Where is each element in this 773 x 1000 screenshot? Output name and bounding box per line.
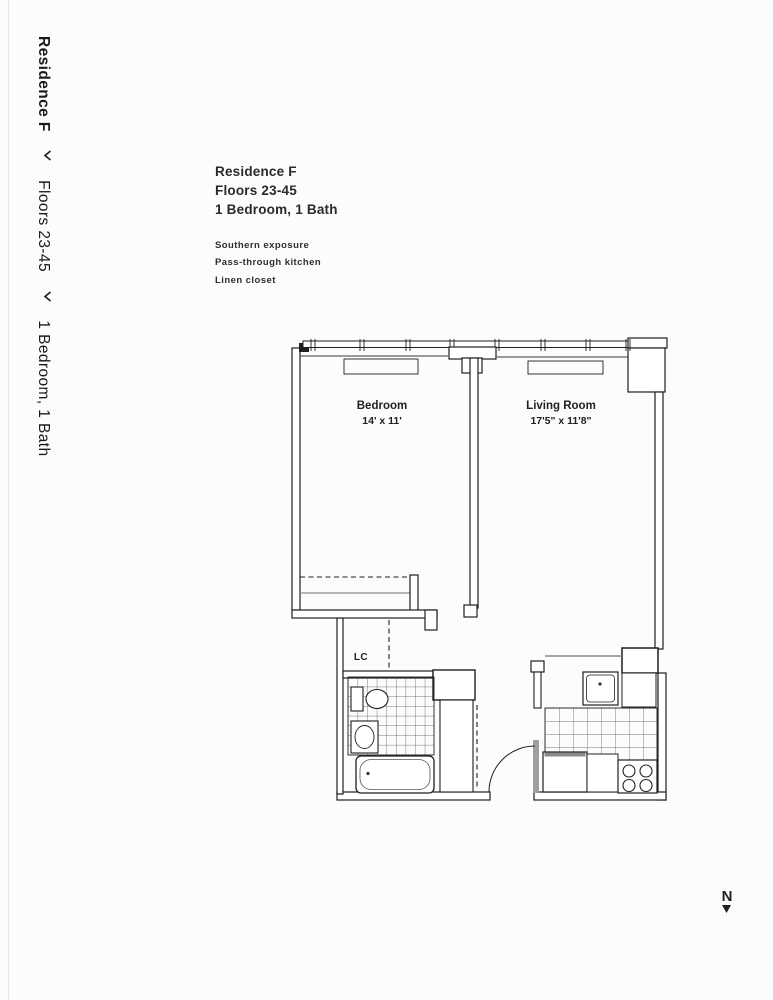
floors-subtitle: Floors 23-45 (215, 183, 297, 199)
linen-closet-label: LC (353, 652, 369, 663)
breadcrumb-floors[interactable]: Floors 23-45 (35, 180, 52, 272)
kitchen-area (531, 656, 657, 793)
living-room-dimensions: 17'5" x 11'8" (530, 415, 592, 427)
refrigerator-icon (543, 752, 587, 792)
closet-partition (410, 575, 418, 612)
compass-north-icon (722, 888, 733, 913)
bathroom-area (343, 670, 475, 793)
layout-subtitle: 1 Bedroom, 1 Bath (215, 202, 338, 218)
door-swing-arc (489, 746, 535, 792)
compass-arrow (722, 905, 731, 913)
bedroom-dimensions: 14' x 11' (362, 415, 402, 427)
page-title: Residence F (215, 164, 297, 179)
stove-icon (618, 760, 657, 793)
living-room-label: Living Room (526, 400, 596, 412)
entry-closet (440, 700, 473, 792)
compass-label: N (721, 888, 733, 905)
breadcrumb-residence[interactable]: Residence F (35, 36, 52, 132)
vanity-sink-icon (351, 721, 378, 753)
bedroom-convector (344, 359, 418, 374)
feature-item: Linen closet (215, 275, 276, 287)
living-room-convector (528, 361, 603, 374)
bedroom-label: Bedroom (356, 400, 408, 412)
partition-wall (449, 347, 496, 617)
entry-door (477, 705, 539, 793)
corner-counter (622, 673, 656, 707)
bathtub-icon (356, 756, 434, 793)
feature-item: Pass-through kitchen (215, 257, 322, 269)
breadcrumb-layout[interactable]: 1 Bedroom, 1 Bath (35, 320, 52, 457)
door-leaf (533, 740, 539, 793)
feature-item: Southern exposure (215, 239, 310, 251)
kitchen-sink-icon (583, 672, 618, 705)
base-counter (587, 754, 618, 792)
